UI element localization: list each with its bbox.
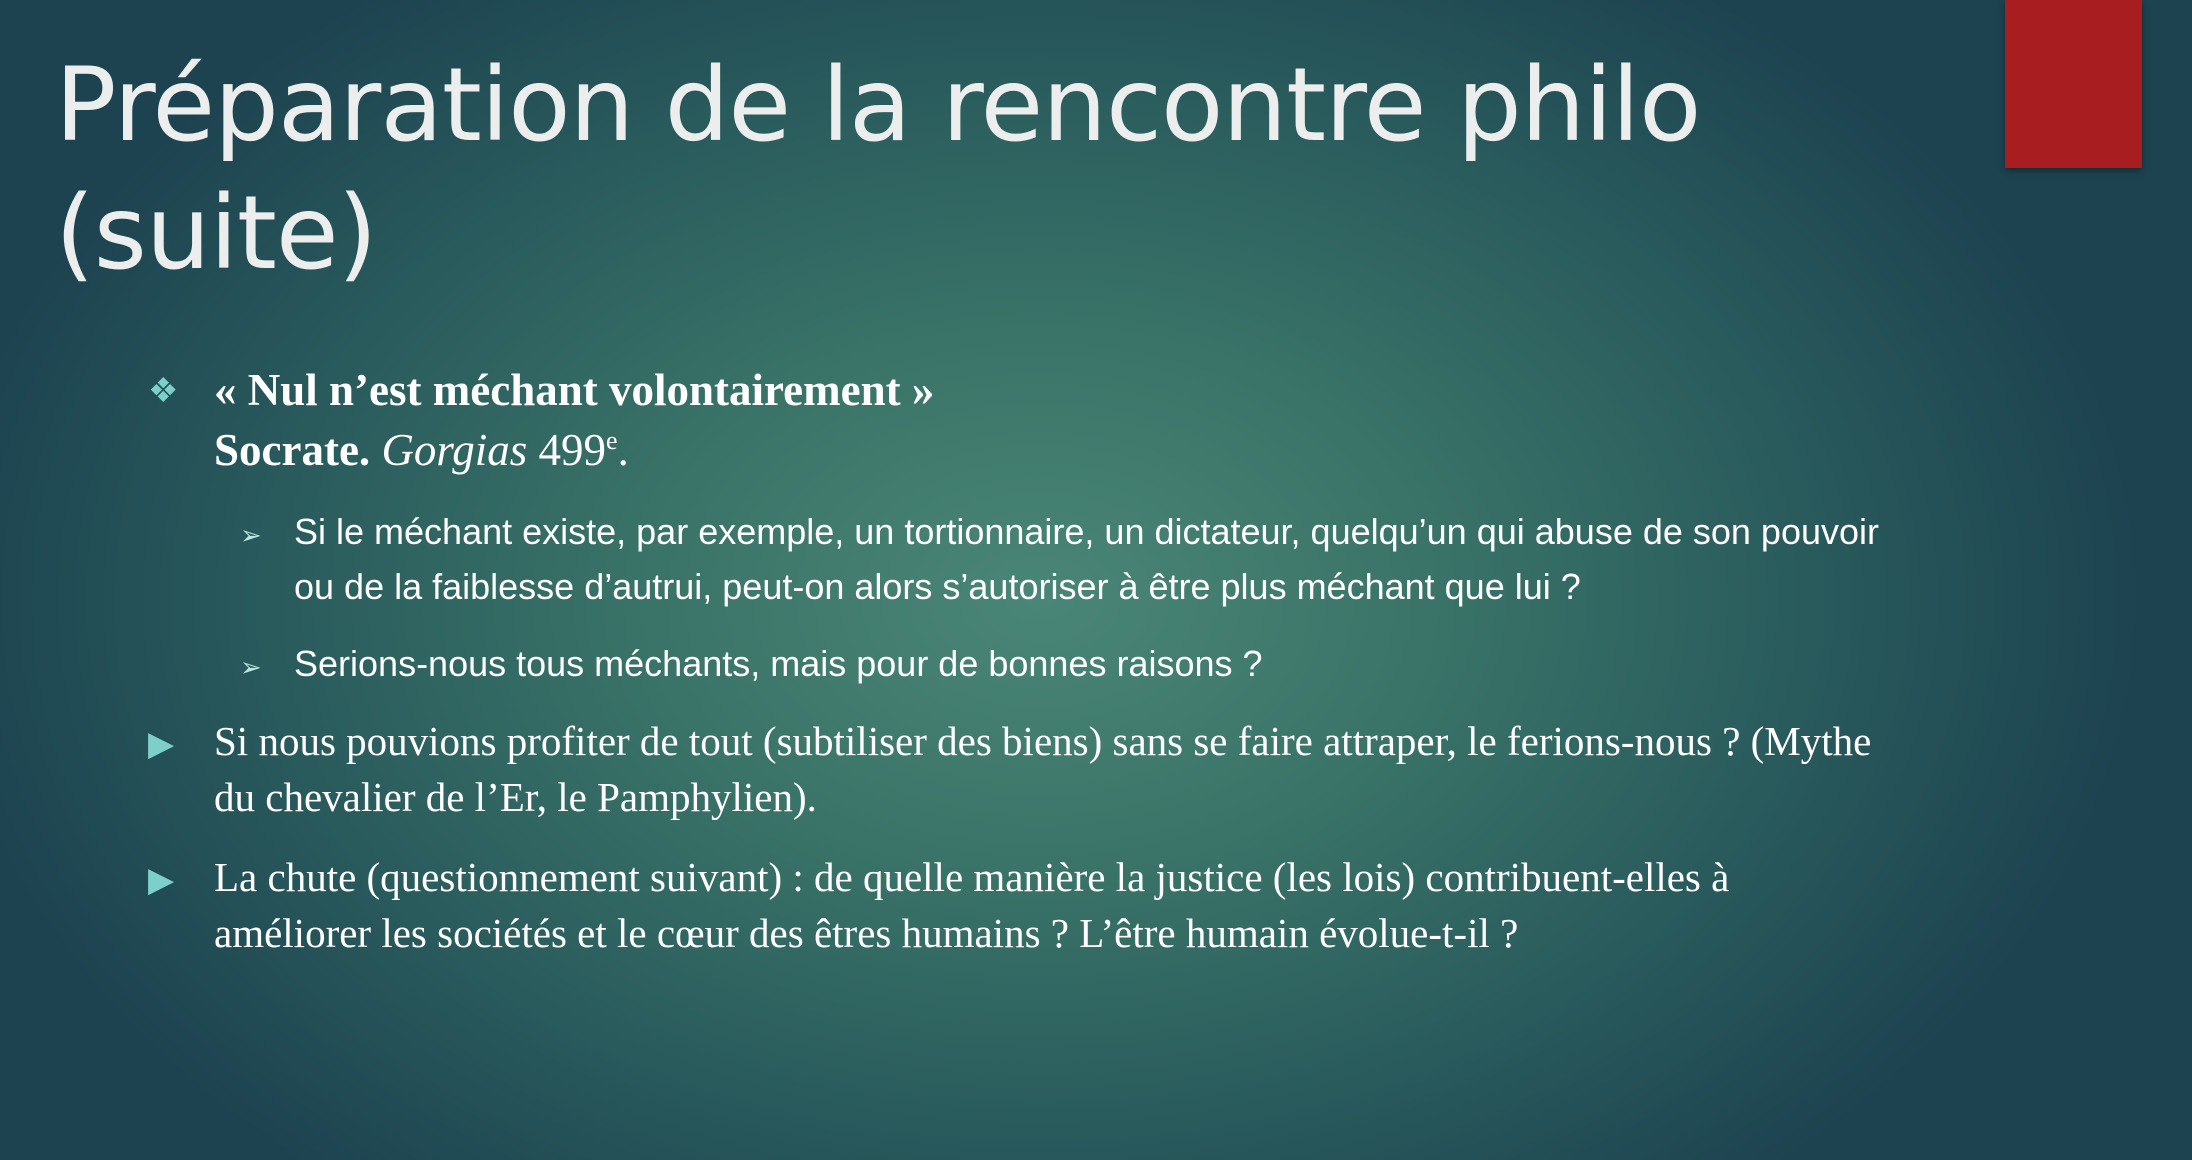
triangle-bullet-icon: ▶	[148, 726, 175, 763]
quote-text: « Nul n’est méchant volontairement »	[214, 365, 935, 415]
main-point-text: Si nous pouvions profiter de tout (subtiliser des biens) sans se faire attraper, le ferions-nous ? (Mythe du chevalier de l’Er, le Pamphylien).	[214, 718, 1872, 820]
sub-point-item	[0, 504, 1894, 614]
main-point-item	[0, 713, 1894, 825]
slide-title	[55, 42, 1955, 298]
slide-title-line-1: Préparation de la rencontre philo	[55, 46, 1701, 165]
sub-point-text: Si le méchant existe, par exemple, un tortionnaire, un dictateur, quelqu’un qui abuse de son pouvoir ou de la faiblesse d’autrui, peut-on alors s’autoriser à être plus méchant que lui ?	[294, 511, 1880, 607]
quote-source	[214, 420, 1894, 480]
arrow-bullet-icon: ➢	[240, 520, 262, 550]
arrow-bullet-icon: ➢	[240, 652, 262, 682]
quote-reference: 499	[538, 425, 607, 475]
quote-trailing: .	[617, 425, 629, 475]
quote-work: Gorgias	[381, 425, 528, 475]
sub-point-item	[0, 636, 1894, 691]
main-point-text: La chute (questionnement suivant) : de quelle manière la justice (les lois) contribuent-elles à améliorer les sociétés et le cœur des êtres humains ? L’être humain évolue-t-il ?	[214, 854, 1730, 956]
slide-body	[0, 360, 2192, 961]
sub-point-text: Serions-nous tous méchants, mais pour de bonnes raisons ?	[294, 643, 1263, 684]
quote-bullet-item	[0, 360, 1894, 480]
triangle-bullet-icon: ▶	[148, 862, 175, 899]
quote-author: Socrate.	[214, 425, 371, 475]
main-point-item	[0, 849, 1894, 961]
accent-block	[2005, 0, 2142, 168]
slide-title-line-2: (suite)	[55, 174, 377, 293]
diamond-bullet-icon: ❖	[148, 373, 179, 410]
quote-reference-sup: e	[606, 426, 618, 455]
